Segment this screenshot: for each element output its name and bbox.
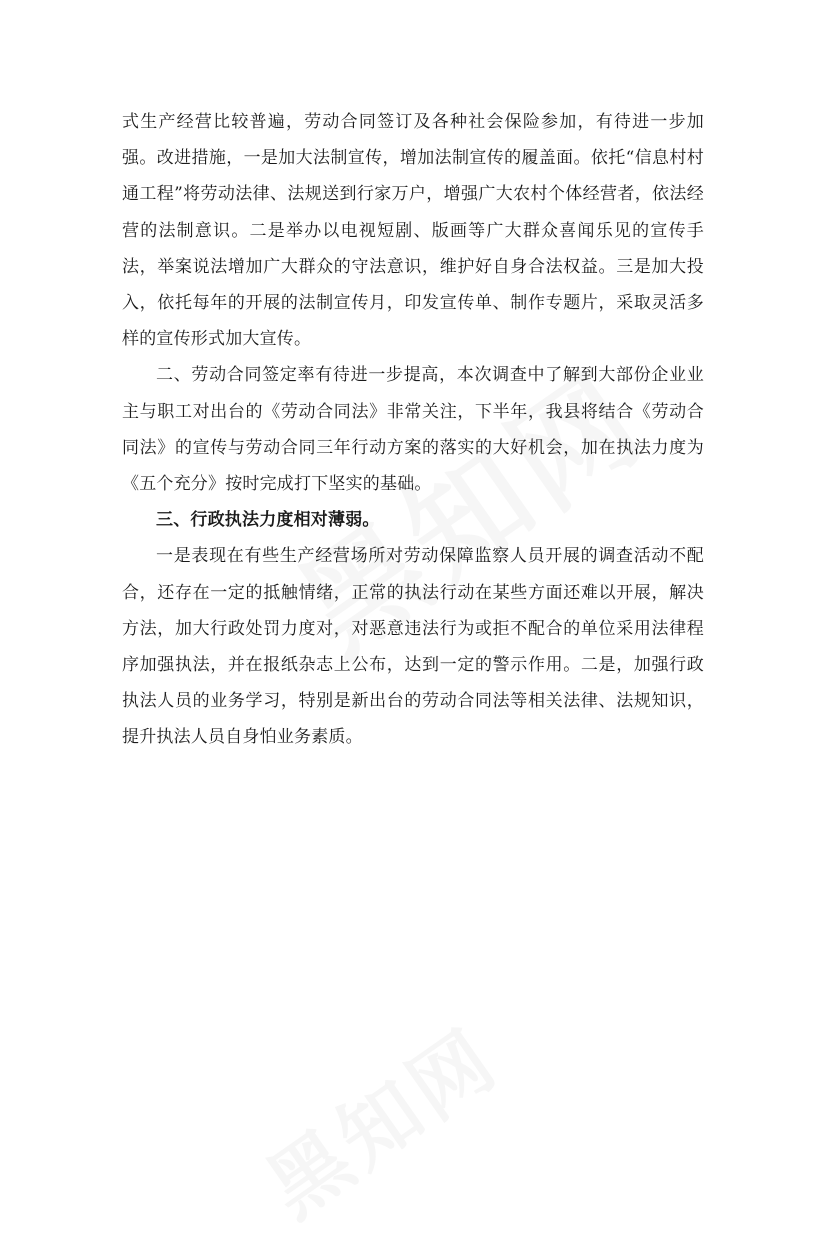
paragraph-continued-measures: 式生产经营比较普遍，劳动合同签订及各种社会保险参加，有待进一步加强。改进措施，一是加大法制宣传，增加法制宣传的履盖面。依托“信息村村通工程”将劳动法律、法规送到行家万户，增强广大农村个体经营者，依法经营的法制意识。二是举办以电视短剧、版画等广大群众喜闻乐见的宣传手法，举案说法增加广大群众的守法意识，维护好自身合法权益。三是加大投入，依托每年的开展的法制宣传月，印发宣传单、制作专题片，采取灵活多样的宣传形式加大宣传。 bbox=[122, 112, 704, 350]
paragraph-contract-signing: 二、劳动合同签定率有待进一步提高，本次调查中了解到大部份企业业主与职工对出台的《劳动合同法》非常关注，下半年，我县将结合《劳动合同法》的宣传与劳动合同三年行动方案的落实的大好机会，加在执法力度为《五个充分》按时完成打下坚实的基础。 bbox=[122, 365, 704, 495]
section-heading-enforcement: 三、行政执法力度相对薄弱。 bbox=[156, 510, 380, 531]
paragraph-enforcement-measures: 一是表现在有些生产经营场所对劳动保障监察人员开展的调查活动不配合，还存在一定的抵触情绪，正常的执法行动在某些方面还难以开展，解决方法，加大行政处罚力度对，对恶意违法行为或拒不配合的单位采用法律程序加强执法，并在报纸杂志上公布，达到一定的警示作用。二是，加强行政执法人员的业务学习，特别是新出台的劳动合同法等相关法律、法规知识，提升执法人员自身怕业务素质。 bbox=[122, 546, 704, 748]
watermark-bottom bbox=[240, 996, 517, 1238]
document-body bbox=[122, 104, 704, 756]
